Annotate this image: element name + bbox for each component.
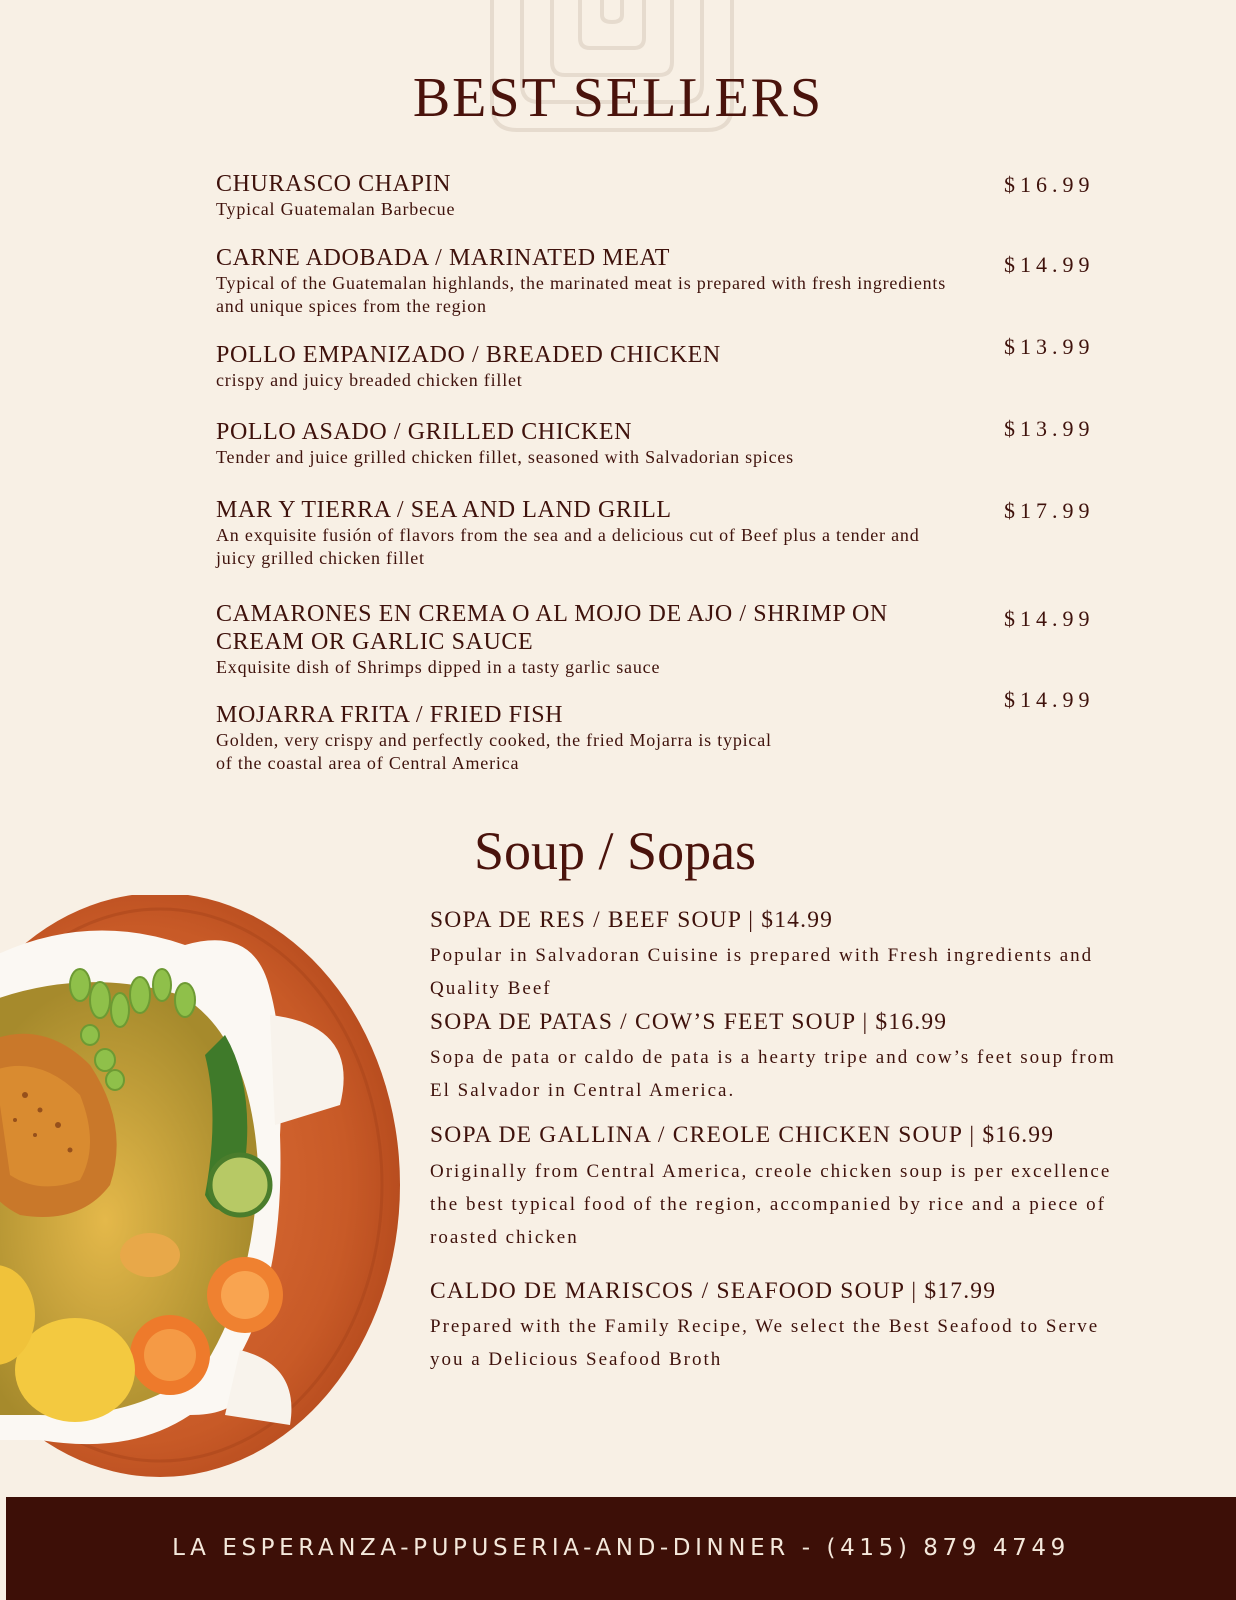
soup-name: SOPA DE RES / BEEF SOUP | $14.99 — [430, 907, 834, 933]
menu-item-mojarra — [216, 701, 776, 775]
item-description: Exquisite dish of Shrimps dipped in a tasty garlic sauce — [216, 657, 661, 677]
soup-item-res — [430, 905, 1130, 1005]
item-price: $14.99 — [1004, 252, 1095, 277]
soup-description: Popular in Salvadoran Cuisine is prepared with Fresh ingredients and Quality Beef — [430, 945, 1094, 999]
item-name: CAMARONES EN CREMA O AL MOJO DE AJO / SHRIMP ON CREAM OR GARLIC SAUCE — [216, 601, 888, 655]
item-price: $13.99 — [1004, 334, 1095, 359]
menu-item-carne-adobada — [216, 244, 956, 318]
soup-name: SOPA DE PATAS / COW’S FEET SOUP | $16.99 — [430, 1009, 948, 1035]
item-name: MOJARRA FRITA / FRIED FISH — [216, 702, 564, 728]
best-sellers-title: BEST SELLERS — [412, 67, 824, 129]
item-description: crispy and juicy breaded chicken fillet — [216, 370, 523, 390]
item-description: Tender and juice grilled chicken fillet, seasoned with Salvadorian spices — [216, 447, 794, 467]
soup-item-patas — [430, 1007, 1130, 1107]
item-price: $14.99 — [1004, 687, 1095, 712]
chicken-soup-bowl-image — [0, 895, 410, 1485]
item-name: CHURASCO CHAPIN — [216, 171, 452, 197]
soup-description: Originally from Central America, creole chicken soup is per excellence the best typical food of the region, accompanied by rice and a piece of roasted chicken — [430, 1161, 1112, 1248]
soup-name: SOPA DE GALLINA / CREOLE CHICKEN SOUP | $16.99 — [430, 1122, 1055, 1148]
item-price: $16.99 — [1004, 172, 1095, 197]
menu-item-pollo-empanizado — [216, 341, 956, 392]
soup-description: Sopa de pata or caldo de pata is a hearty tripe and cow’s feet soup from El Salvador in Central America. — [430, 1047, 1116, 1101]
item-name: MAR Y TIERRA / SEA AND LAND GRILL — [216, 497, 672, 523]
item-name: CARNE ADOBADA / MARINATED MEAT — [216, 245, 671, 271]
soup-section-title: Soup / Sopas — [474, 821, 757, 881]
item-description: An exquisite fusión of flavors from the sea and a delicious cut of Beef plus a tender and juicy grilled chicken fillet — [216, 525, 920, 568]
footer-bar — [6, 1497, 1236, 1600]
menu-item-camarones — [216, 600, 936, 679]
menu-item-mar-y-tierra — [216, 496, 926, 570]
item-price: $14.99 — [1004, 606, 1095, 631]
item-name: POLLO ASADO / GRILLED CHICKEN — [216, 419, 633, 445]
item-description: Typical Guatemalan Barbecue — [216, 199, 456, 219]
soup-item-gallina — [430, 1120, 1130, 1254]
menu-item-pollo-asado — [216, 418, 956, 469]
item-description: Typical of the Guatemalan highlands, the marinated meat is prepared with fresh ingredients and unique spices from the region — [216, 273, 947, 316]
item-price: $13.99 — [1004, 416, 1095, 441]
footer-contact-text: LA ESPERANZA-PUPUSERIA-AND-DINNER - (415) 879 4749 — [172, 1535, 1070, 1561]
item-price: $17.99 — [1004, 498, 1095, 523]
soup-name: CALDO DE MARISCOS / SEAFOOD SOUP | $17.99 — [430, 1278, 997, 1304]
item-name: POLLO EMPANIZADO / BREADED CHICKEN — [216, 342, 721, 368]
soup-item-mariscos — [430, 1276, 1130, 1376]
menu-item-churasco — [216, 170, 956, 221]
soup-description: Prepared with the Family Recipe, We select the Best Seafood to Serve you a Delicious Seafood Broth — [430, 1316, 1100, 1370]
item-description: Golden, very crispy and perfectly cooked, the fried Mojarra is typical of the coastal area of Central America — [216, 730, 772, 773]
